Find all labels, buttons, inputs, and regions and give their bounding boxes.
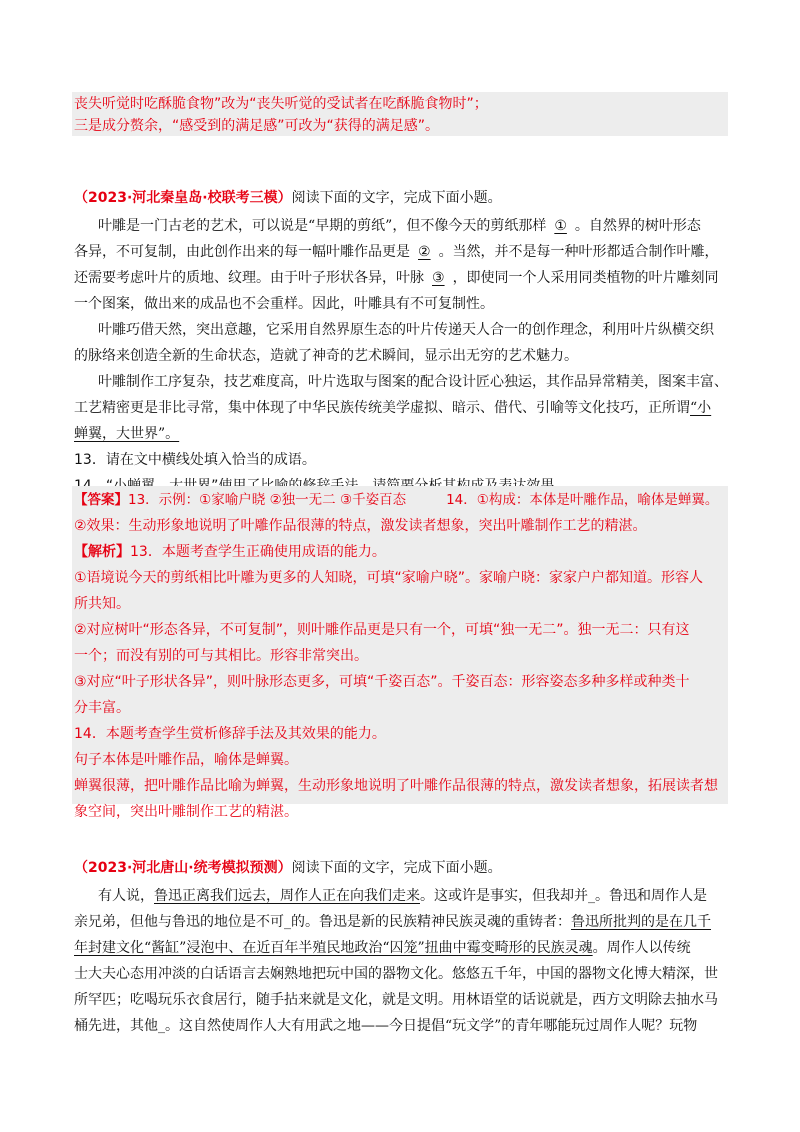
analysis-label: 【解析】 xyxy=(74,544,130,560)
question-13: 13．请在文中横线处填入恰当的成语。 xyxy=(74,452,316,468)
passage-line: 所罕匹；吃喝玩乐衣食居行，随手拈来就是文化，就是文明。用林语堂的话说就是，西方文明除去抽水马 xyxy=(74,992,718,1008)
instruction: 阅读下面的文字，完成下面小题。 xyxy=(291,860,502,876)
answer-label: 【答案】 xyxy=(74,492,128,508)
analysis-line: 三是成分赘余，“感受到的满足感”可改为“获得的满足感”。 xyxy=(74,118,440,134)
passage-line: 士大夫心态用冲淡的白话语言去娴熟地把玩中国的器物文化。悠悠五千年，中国的器物文化博大精深，世 xyxy=(74,966,718,982)
passage-line: 年封建文化“酱缸”浸泡中、在近百年半殖民地政治“囚笼”扭曲中霉变畸形的民族灵魂。周作人以传统 xyxy=(74,940,691,956)
passage-line: 有人说，鲁迅正离我们远去，周作人正在向我们走来。这或许是事实，但我却并_。鲁迅和周作人是 xyxy=(98,888,707,904)
analysis-line: 象空间，突出叶雕制作工艺的精湛。 xyxy=(74,804,298,820)
passage-line: 工艺精密更是非比寻常，集中体现了中华民族传统美学虚拟、暗示、借代、引喻等文化技巧，正所谓“小 xyxy=(74,400,712,416)
analysis-line: 14．本题考查学生赏析修辞手法及其效果的能力。 xyxy=(74,726,386,742)
passage-line: 还需要考虑叶片的质地、纹理。由于叶子形状各异，叶脉 ③ ，即使同一个人采用同类植物的叶片雕刻同 xyxy=(74,270,719,286)
passage-line: 的脉络来创造全新的生命状态，造就了神奇的艺术瞬间，显示出无穷的艺术魅力。 xyxy=(74,348,578,364)
analysis-line: 【解析】13．本题考查学生正确使用成语的能力。 xyxy=(74,544,386,560)
analysis-line: 所共知。 xyxy=(74,596,130,612)
passage-line: 叶雕巧借天然，突出意趣，它采用自然界原生态的叶片传递天人合一的创作理念，利用叶片纵横交织 xyxy=(98,322,714,338)
analysis-line: 蝉翼很薄，把叶雕作品比喻为蝉翼，生动形象地说明了叶雕作品很薄的特点，激发读者想象，拓展读者想 xyxy=(74,778,718,794)
blank-2: ② xyxy=(418,244,431,260)
analysis-line: ②对应树叶“形态各异，不可复制”，则叶雕作品更是只有一个，可填“独一无二”。独一无二：只有这 xyxy=(74,622,690,638)
source-tag: （2023·河北秦皇岛·校联考三模） xyxy=(74,190,292,206)
question-header xyxy=(74,858,502,878)
analysis-line: 分丰富。 xyxy=(74,700,130,716)
underlined-sentence: 年封建文化“酱缸”浸泡中、在近百年半殖民地政治“囚笼”扭曲中霉变畸形的民族灵魂 xyxy=(74,940,593,956)
answer-line: ②效果：生动形象地说明了叶雕作品很薄的特点，激发读者想象，突出叶雕制作工艺的精湛。 xyxy=(74,518,647,534)
underlined-quote: 蝉翼，大世界”。 xyxy=(74,426,180,442)
analysis-line: ③对应“叶子形状各异”，则叶脉形态更多，可填“千姿百态”。千姿百态：形容姿态多种多样或种类十 xyxy=(74,674,690,690)
analysis-line: 一个；而没有别的可与其相比。形容非常突出。 xyxy=(74,648,368,664)
analysis-line: 丧失听觉时吃酥脆食物”改为“丧失听觉的受试者在吃酥脆食物时”； xyxy=(74,96,488,112)
passage-line: 亲兄弟，但他与鲁迅的地位是不可_的。鲁迅是新的民族精神民族灵魂的重铸者：鲁迅所批判的是在几千 xyxy=(74,914,711,930)
underlined-quote: “小 xyxy=(690,400,712,416)
instruction: 阅读下面的文字，完成下面小题。 xyxy=(291,190,502,206)
blank-1: ① xyxy=(554,218,567,234)
passage-line: 叶雕是一门古老的艺术，可以说是“早期的剪纸”，但不像今天的剪纸那样 ① 。自然界的树叶形态 xyxy=(98,218,701,234)
passage-line xyxy=(74,424,179,444)
answer-line: 【答案】13．示例：①家喻户晓 ②独一无二 ③千姿百态 14．①构成：本体是叶雕作品，喻体是蝉翼。 xyxy=(74,492,719,508)
underlined-sentence: 鲁迅正离我们远去，周作人正在向我们走来 xyxy=(154,888,420,904)
blank-3: ③ xyxy=(432,270,445,286)
question-header xyxy=(74,188,502,208)
passage-line: 各异，不可复制，由此创作出来的每一幅叶雕作品更是 ② 。当然，并不是每一种叶形都适合制作叶雕， xyxy=(74,244,719,260)
passage-line: 叶雕制作工序复杂，技艺难度高，叶片选取与图案的配合设计匠心独运，其作品异常精美，图案丰富、 xyxy=(98,374,728,390)
analysis-line: 句子本体是叶雕作品，喻体是蝉翼。 xyxy=(74,752,298,768)
passage-line: 一个图案，做出来的成品也不会重样。因此，叶雕具有不可复制性。 xyxy=(74,296,494,312)
analysis-line: ①语境说今天的剪纸相比叶雕为更多的人知晓，可填“家喻户晓”。家喻户晓：家家户户都知道。形容人 xyxy=(74,570,704,586)
passage-line: 桶先进，其他_。这自然使周作人大有用武之地——今日提倡“玩文学”的青年哪能玩过周作人呢？玩物 xyxy=(74,1018,698,1034)
source-tag: （2023·河北唐山·统考模拟预测） xyxy=(74,860,292,876)
underlined-sentence: 鲁迅所批判的是在几千 xyxy=(571,914,711,930)
